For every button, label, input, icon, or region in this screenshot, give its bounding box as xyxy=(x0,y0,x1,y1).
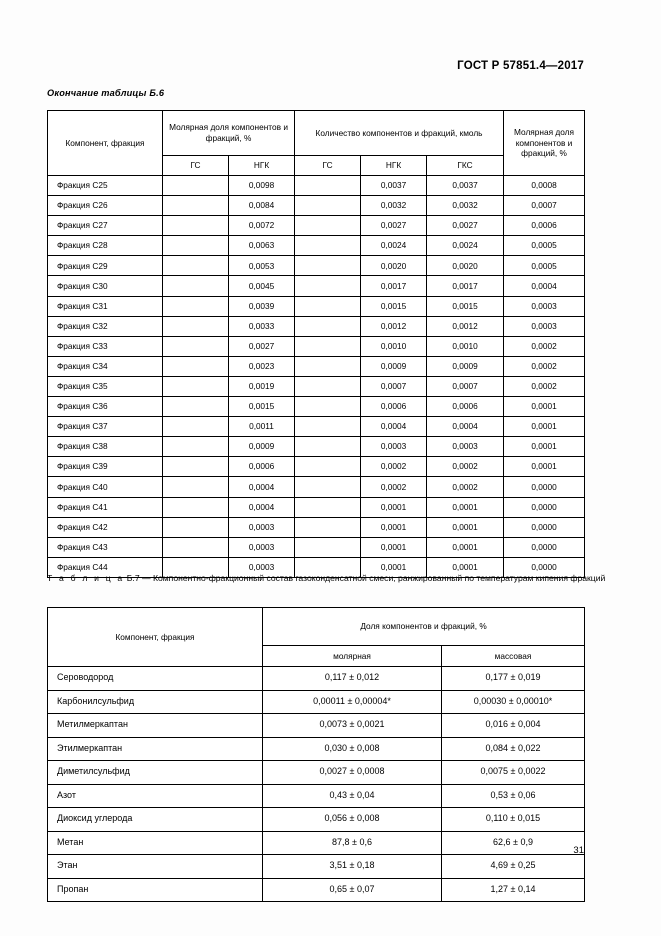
cell-component: Фракция С43 xyxy=(48,537,163,557)
table-row xyxy=(48,667,585,691)
cell-gs-kmol xyxy=(295,336,361,356)
cell-ngk-kmol: 0,0002 xyxy=(361,457,427,477)
cell-mass-share: 0,110 ± 0,015 xyxy=(442,808,585,832)
cell-gks-molar: 0,0000 xyxy=(504,517,585,537)
cell-gs-molar xyxy=(163,417,229,437)
header-group-share: Доля компонентов и фракций, % xyxy=(263,608,585,646)
cell-molar-share: 0,0027 ± 0,0008 xyxy=(263,761,442,785)
cell-component: Фракция С26 xyxy=(48,196,163,216)
table-row xyxy=(48,714,585,738)
cell-gs-molar xyxy=(163,216,229,236)
cell-ngk-molar: 0,0004 xyxy=(229,477,295,497)
cell-ngk-kmol: 0,0010 xyxy=(361,336,427,356)
table-b7-head xyxy=(48,608,585,667)
cell-component: Фракция С38 xyxy=(48,437,163,457)
table-row xyxy=(48,761,585,785)
table-row xyxy=(48,517,585,537)
cell-ngk-kmol: 0,0001 xyxy=(361,557,427,577)
cell-ngk-molar: 0,0004 xyxy=(229,497,295,517)
cell-gks-kmol: 0,0003 xyxy=(427,437,504,457)
cell-ngk-kmol: 0,0024 xyxy=(361,236,427,256)
header-sub-gs-molar: ГС xyxy=(163,156,229,176)
header-sub-ngk-kmol: НГК xyxy=(361,156,427,176)
header-group-kmol: Количество компонентов и фракций, кмоль xyxy=(295,111,504,156)
table-b6-body xyxy=(48,176,585,578)
cell-molar-share: 0,056 ± 0,008 xyxy=(263,808,442,832)
cell-ngk-molar: 0,0009 xyxy=(229,437,295,457)
cell-component: Диоксид углерода xyxy=(48,808,263,832)
cell-gs-molar xyxy=(163,376,229,396)
cell-gs-molar xyxy=(163,316,229,336)
cell-gs-kmol xyxy=(295,397,361,417)
cell-ngk-kmol: 0,0009 xyxy=(361,356,427,376)
standard-header: ГОСТ Р 57851.4—2017 xyxy=(457,60,584,72)
header-component: Компонент, фракция xyxy=(48,608,263,667)
cell-ngk-molar: 0,0003 xyxy=(229,537,295,557)
table-b7 xyxy=(47,607,585,902)
cell-gs-molar xyxy=(163,276,229,296)
cell-component: Карбонилсульфид xyxy=(48,690,263,714)
cell-component: Фракция С37 xyxy=(48,417,163,437)
cell-ngk-kmol: 0,0002 xyxy=(361,477,427,497)
cell-mass-share: 1,27 ± 0,14 xyxy=(442,878,585,902)
cell-gs-kmol xyxy=(295,216,361,236)
cell-gs-kmol xyxy=(295,376,361,396)
cell-molar-share: 0,117 ± 0,012 xyxy=(263,667,442,691)
cell-gs-kmol xyxy=(295,196,361,216)
table-row xyxy=(48,236,585,256)
cell-gks-molar: 0,0003 xyxy=(504,316,585,336)
cell-gks-kmol: 0,0001 xyxy=(427,557,504,577)
header-sub-gs-kmol: ГС xyxy=(295,156,361,176)
cell-gks-molar: 0,0006 xyxy=(504,216,585,236)
cell-component: Фракция С36 xyxy=(48,397,163,417)
cell-gs-kmol xyxy=(295,236,361,256)
cell-component: Фракция С33 xyxy=(48,336,163,356)
cell-ngk-kmol: 0,0027 xyxy=(361,216,427,236)
table-row xyxy=(48,690,585,714)
table-row xyxy=(48,831,585,855)
cell-ngk-molar: 0,0027 xyxy=(229,336,295,356)
cell-gks-molar: 0,0005 xyxy=(504,236,585,256)
table-b7-header-row-main xyxy=(48,608,585,646)
cell-gs-kmol xyxy=(295,477,361,497)
cell-gs-molar xyxy=(163,537,229,557)
table-row xyxy=(48,437,585,457)
cell-gs-molar xyxy=(163,517,229,537)
cell-molar-share: 3,51 ± 0,18 xyxy=(263,855,442,879)
table-b6-header-row-main xyxy=(48,111,585,156)
cell-ngk-kmol: 0,0001 xyxy=(361,517,427,537)
cell-gs-molar xyxy=(163,296,229,316)
table-row xyxy=(48,196,585,216)
table-row xyxy=(48,855,585,879)
cell-gks-kmol: 0,0009 xyxy=(427,356,504,376)
cell-component: Фракция С25 xyxy=(48,176,163,196)
cell-gks-kmol: 0,0015 xyxy=(427,296,504,316)
cell-component: Этилмеркаптан xyxy=(48,737,263,761)
table-row xyxy=(48,878,585,902)
cell-mass-share: 0,016 ± 0,004 xyxy=(442,714,585,738)
cell-ngk-molar: 0,0072 xyxy=(229,216,295,236)
table-b6-head xyxy=(48,111,585,176)
table-b7-body xyxy=(48,667,585,902)
cell-ngk-kmol: 0,0007 xyxy=(361,376,427,396)
cell-gks-kmol: 0,0024 xyxy=(427,236,504,256)
cell-ngk-molar: 0,0084 xyxy=(229,196,295,216)
page-number: 31 xyxy=(573,845,584,856)
cell-gks-molar: 0,0002 xyxy=(504,356,585,376)
cell-gs-kmol xyxy=(295,276,361,296)
cell-gks-kmol: 0,0012 xyxy=(427,316,504,336)
table-row xyxy=(48,316,585,336)
cell-gks-kmol: 0,0001 xyxy=(427,497,504,517)
header-sub-molar: молярная xyxy=(263,646,442,667)
cell-gks-kmol: 0,0027 xyxy=(427,216,504,236)
cell-ngk-molar: 0,0023 xyxy=(229,356,295,376)
cell-gks-molar: 0,0003 xyxy=(504,296,585,316)
cell-molar-share: 0,65 ± 0,07 xyxy=(263,878,442,902)
cell-gks-molar: 0,0008 xyxy=(504,176,585,196)
cell-gs-kmol xyxy=(295,537,361,557)
table-row xyxy=(48,497,585,517)
cell-gks-molar: 0,0007 xyxy=(504,196,585,216)
cell-gks-kmol: 0,0010 xyxy=(427,336,504,356)
cell-ngk-kmol: 0,0003 xyxy=(361,437,427,457)
cell-gs-kmol xyxy=(295,417,361,437)
cell-gks-kmol: 0,0037 xyxy=(427,176,504,196)
cell-ngk-molar: 0,0015 xyxy=(229,397,295,417)
cell-gks-molar: 0,0004 xyxy=(504,276,585,296)
cell-mass-share: 0,0075 ± 0,0022 xyxy=(442,761,585,785)
table-row xyxy=(48,808,585,832)
cell-component: Фракция С39 xyxy=(48,457,163,477)
cell-ngk-molar: 0,0011 xyxy=(229,417,295,437)
cell-gs-molar xyxy=(163,477,229,497)
cell-component: Фракция С31 xyxy=(48,296,163,316)
cell-gs-kmol xyxy=(295,457,361,477)
cell-component: Диметилсульфид xyxy=(48,761,263,785)
cell-gks-molar: 0,0000 xyxy=(504,557,585,577)
cell-gks-molar: 0,0002 xyxy=(504,336,585,356)
cell-molar-share: 0,030 ± 0,008 xyxy=(263,737,442,761)
header-group-molar-pct-1: Молярная доля компонентов и фракций, % xyxy=(163,111,295,156)
cell-mass-share: 62,6 ± 0,9 xyxy=(442,831,585,855)
cell-component: Сероводород xyxy=(48,667,263,691)
cell-component: Фракция С34 xyxy=(48,356,163,376)
cell-ngk-kmol: 0,0001 xyxy=(361,537,427,557)
cell-ngk-molar: 0,0033 xyxy=(229,316,295,336)
cell-ngk-molar: 0,0063 xyxy=(229,236,295,256)
cell-gs-kmol xyxy=(295,256,361,276)
cell-component: Пропан xyxy=(48,878,263,902)
cell-mass-share: 0,177 ± 0,019 xyxy=(442,667,585,691)
table-b7-caption-label: Т а б л и ц а xyxy=(47,573,125,583)
cell-gks-kmol: 0,0006 xyxy=(427,397,504,417)
table-row xyxy=(48,356,585,376)
cell-gs-molar xyxy=(163,356,229,376)
cell-mass-share: 0,00030 ± 0,00010* xyxy=(442,690,585,714)
cell-component: Фракция С27 xyxy=(48,216,163,236)
cell-mass-share: 0,53 ± 0,06 xyxy=(442,784,585,808)
cell-gs-molar xyxy=(163,336,229,356)
cell-ngk-molar: 0,0006 xyxy=(229,457,295,477)
table-row xyxy=(48,457,585,477)
cell-gks-kmol: 0,0002 xyxy=(427,477,504,497)
cell-component: Фракция С40 xyxy=(48,477,163,497)
header-component: Компонент, фракция xyxy=(48,111,163,176)
header-sub-mass: массовая xyxy=(442,646,585,667)
table-row xyxy=(48,296,585,316)
cell-gs-molar xyxy=(163,497,229,517)
table-b7-caption xyxy=(47,572,617,584)
table-row xyxy=(48,256,585,276)
cell-gks-kmol: 0,0017 xyxy=(427,276,504,296)
table-row xyxy=(48,537,585,557)
cell-gs-kmol xyxy=(295,497,361,517)
cell-gks-kmol: 0,0001 xyxy=(427,517,504,537)
cell-ngk-molar: 0,0053 xyxy=(229,256,295,276)
cell-gs-molar xyxy=(163,437,229,457)
cell-ngk-molar: 0,0003 xyxy=(229,557,295,577)
cell-ngk-molar: 0,0019 xyxy=(229,376,295,396)
cell-molar-share: 87,8 ± 0,6 xyxy=(263,831,442,855)
cell-component: Фракция С44 xyxy=(48,557,163,577)
cell-gks-kmol: 0,0032 xyxy=(427,196,504,216)
cell-gs-molar xyxy=(163,457,229,477)
cell-gs-molar xyxy=(163,397,229,417)
cell-molar-share: 0,00011 ± 0,00004* xyxy=(263,690,442,714)
table-row xyxy=(48,376,585,396)
cell-ngk-molar: 0,0045 xyxy=(229,276,295,296)
table-row xyxy=(48,276,585,296)
cell-ngk-kmol: 0,0004 xyxy=(361,417,427,437)
cell-ngk-molar: 0,0003 xyxy=(229,517,295,537)
cell-mass-share: 0,084 ± 0,022 xyxy=(442,737,585,761)
cell-gs-kmol xyxy=(295,316,361,336)
cell-gks-kmol: 0,0002 xyxy=(427,457,504,477)
cell-ngk-kmol: 0,0001 xyxy=(361,497,427,517)
cell-gs-molar xyxy=(163,176,229,196)
cell-gks-molar: 0,0001 xyxy=(504,397,585,417)
cell-gks-molar: 0,0000 xyxy=(504,497,585,517)
cell-component: Фракция С29 xyxy=(48,256,163,276)
cell-gks-kmol: 0,0001 xyxy=(427,537,504,557)
cell-gs-kmol xyxy=(295,437,361,457)
cell-gks-molar: 0,0000 xyxy=(504,477,585,497)
cell-component: Этан xyxy=(48,855,263,879)
cell-gks-kmol: 0,0004 xyxy=(427,417,504,437)
table-b7-caption-text: Б.7 — Компонентно-фракционный состав газоконденсатной смеси, ранжированный по температурам кипения фракций xyxy=(126,573,606,583)
cell-ngk-molar: 0,0098 xyxy=(229,176,295,196)
cell-component: Фракция С35 xyxy=(48,376,163,396)
cell-ngk-kmol: 0,0017 xyxy=(361,276,427,296)
cell-component: Фракция С41 xyxy=(48,497,163,517)
cell-mass-share: 4,69 ± 0,25 xyxy=(442,855,585,879)
header-sub-ngk-molar: НГК xyxy=(229,156,295,176)
cell-gks-molar: 0,0001 xyxy=(504,457,585,477)
cell-gs-molar xyxy=(163,256,229,276)
cell-component: Фракция С42 xyxy=(48,517,163,537)
cell-gks-kmol: 0,0007 xyxy=(427,376,504,396)
cell-component: Фракция С32 xyxy=(48,316,163,336)
table-b6 xyxy=(47,110,585,578)
table-row xyxy=(48,397,585,417)
cell-gs-kmol xyxy=(295,517,361,537)
cell-component: Фракция С30 xyxy=(48,276,163,296)
header-sub-gks-kmol: ГКС xyxy=(427,156,504,176)
table-row xyxy=(48,477,585,497)
cell-gks-molar: 0,0001 xyxy=(504,417,585,437)
cell-gs-kmol xyxy=(295,356,361,376)
cell-component: Метилмеркаптан xyxy=(48,714,263,738)
cell-ngk-molar: 0,0039 xyxy=(229,296,295,316)
table-b6-caption: Окончание таблицы Б.6 xyxy=(47,88,165,98)
cell-component: Метан xyxy=(48,831,263,855)
cell-molar-share: 0,43 ± 0,04 xyxy=(263,784,442,808)
cell-gks-kmol: 0,0020 xyxy=(427,256,504,276)
table-row xyxy=(48,176,585,196)
cell-gs-kmol xyxy=(295,296,361,316)
cell-gks-molar: 0,0002 xyxy=(504,376,585,396)
table-row xyxy=(48,336,585,356)
cell-ngk-kmol: 0,0032 xyxy=(361,196,427,216)
cell-gs-kmol xyxy=(295,176,361,196)
cell-gks-molar: 0,0001 xyxy=(504,437,585,457)
cell-gs-molar xyxy=(163,196,229,216)
table-row xyxy=(48,417,585,437)
cell-ngk-kmol: 0,0015 xyxy=(361,296,427,316)
cell-gks-molar: 0,0000 xyxy=(504,537,585,557)
cell-gks-molar: 0,0005 xyxy=(504,256,585,276)
cell-ngk-kmol: 0,0006 xyxy=(361,397,427,417)
cell-ngk-kmol: 0,0037 xyxy=(361,176,427,196)
cell-molar-share: 0,0073 ± 0,0021 xyxy=(263,714,442,738)
header-group-molar-pct-2: Молярная доля компонентов и фракций, % xyxy=(504,111,585,176)
cell-gs-molar xyxy=(163,236,229,256)
table-row xyxy=(48,216,585,236)
cell-component: Фракция С28 xyxy=(48,236,163,256)
cell-ngk-kmol: 0,0020 xyxy=(361,256,427,276)
table-row xyxy=(48,784,585,808)
table-row xyxy=(48,737,585,761)
cell-ngk-kmol: 0,0012 xyxy=(361,316,427,336)
cell-component: Азот xyxy=(48,784,263,808)
